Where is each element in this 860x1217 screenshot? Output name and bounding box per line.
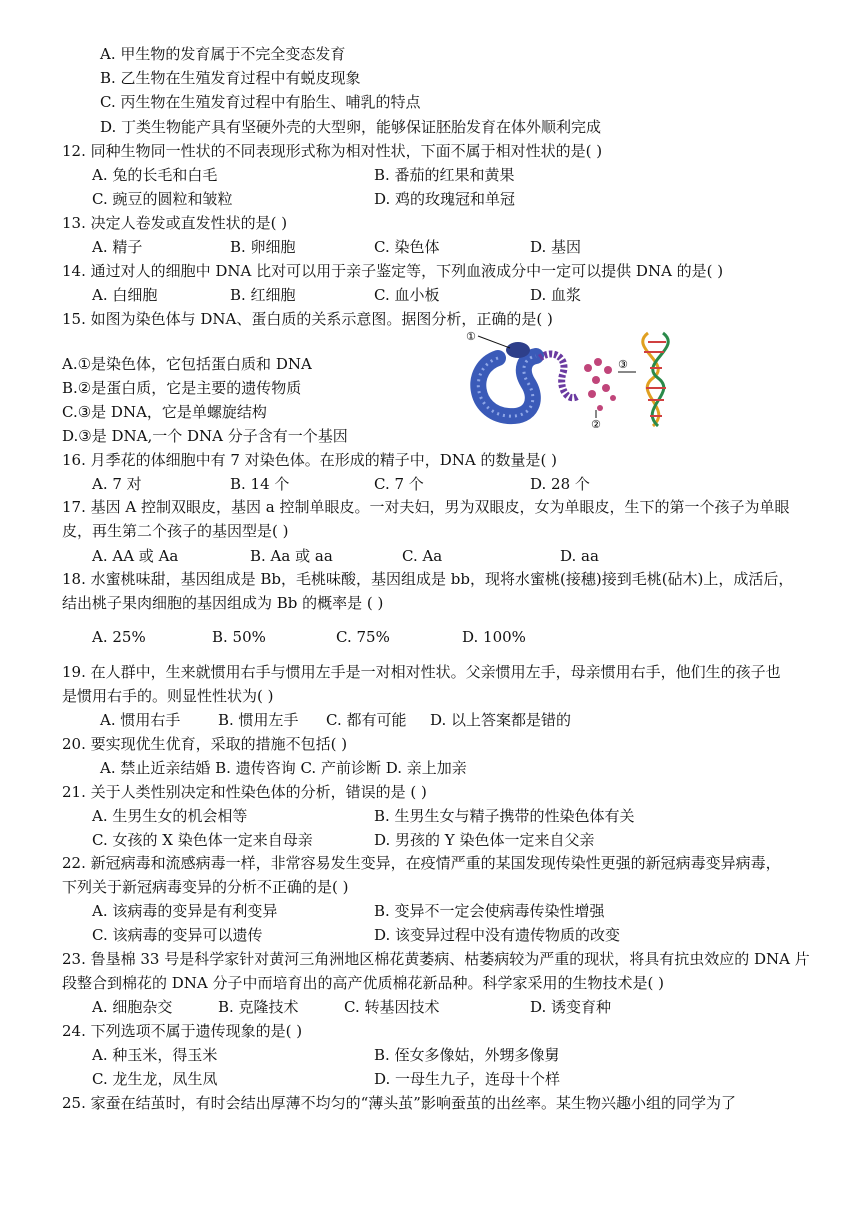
text-line: 16. 月季花的体细胞中有 7 对染色体。在形成的精子中，DNA 的数量是( ) bbox=[62, 451, 557, 469]
text-line: A. 兔的长毛和白毛 bbox=[92, 166, 218, 184]
text-line: A. 精子 bbox=[92, 238, 143, 256]
text-line: B. 生男生女与精子携带的性染色体有关 bbox=[374, 807, 635, 825]
text-line: D. 男孩的 Y 染色体一定来自父亲 bbox=[374, 831, 595, 849]
text-line: B. 50% bbox=[212, 628, 266, 646]
chromatin-coil bbox=[540, 354, 578, 398]
text-line: A. 生男生女的机会相等 bbox=[92, 807, 248, 825]
text-line: C. 7 个 bbox=[374, 475, 424, 493]
text-line: A. 甲生物的发育属于不完全变态发育 bbox=[100, 45, 346, 63]
text-line: 21. 关于人类性别决定和性染色体的分析，错误的是 ( ) bbox=[62, 783, 427, 801]
centromere-shape bbox=[506, 342, 530, 358]
text-line: B. 克隆技术 bbox=[218, 998, 299, 1016]
chromosome-dna-illustration bbox=[458, 328, 683, 428]
text-line: A. 细胞杂交 bbox=[92, 998, 173, 1016]
text-line: D. 该变异过程中没有遗传物质的改变 bbox=[374, 926, 621, 944]
text-line: 23. 鲁垦棉 33 号是科学家针对黄河三角洲地区棉花黄萎病、枯萎病较为严重的现状，将具有抗虫效应的 DNA 片 bbox=[62, 950, 810, 968]
text-line: 17. 基因 A 控制双眼皮，基因 a 控制单眼皮。一对夫妇，男为双眼皮，女为单眼皮，生下的第一个孩子为单眼 bbox=[62, 498, 790, 516]
text-line: C. 丙生物在生殖发育过程中有胎生、哺乳的特点 bbox=[100, 93, 421, 111]
text-line: D. 丁类生物能产具有坚硬外壳的大型卵，能够保证胚胎发育在体外顺利完成 bbox=[100, 118, 602, 136]
text-line: 13. 决定人卷发或直发性状的是( ) bbox=[62, 214, 288, 232]
label-3: ③ bbox=[618, 358, 628, 371]
text-line: B. 14 个 bbox=[230, 475, 290, 493]
text-line: 18. 水蜜桃味甜，基因组成是 Bb，毛桃味酸，基因组成是 bb，现将水蜜桃(接穗)接到毛桃(砧木)上，成活后， bbox=[62, 570, 794, 588]
text-line: A. 该病毒的变异是有利变异 bbox=[92, 902, 278, 920]
text-line: C. 都有可能 bbox=[326, 711, 407, 729]
text-line: 是惯用右手的。则显性性状为( ) bbox=[62, 687, 274, 705]
text-line: A.①是染色体，它包括蛋白质和 DNA bbox=[62, 355, 312, 373]
text-line: C. 染色体 bbox=[374, 238, 440, 256]
text-line: C. Aa bbox=[402, 547, 443, 565]
text-line: B. 乙生物在生殖发育过程中有蜕皮现象 bbox=[100, 69, 361, 87]
text-line: C. 豌豆的圆粒和皱粒 bbox=[92, 190, 233, 208]
text-line: D. 鸡的玫瑰冠和单冠 bbox=[374, 190, 516, 208]
text-line: 24. 下列选项不属于遗传现象的是( ) bbox=[62, 1022, 303, 1040]
text-line: C. 转基因技术 bbox=[344, 998, 440, 1016]
text-line: D.③是 DNA,一个 DNA 分子含有一个基因 bbox=[62, 427, 348, 445]
text-line: 19. 在人群中，生来就惯用右手与惯用左手是一对相对性状。父亲惯用左手，母亲惯用右手，他们生的孩子也 bbox=[62, 663, 781, 681]
text-line: 下列关于新冠病毒变异的分析不正确的是( ) bbox=[62, 878, 349, 896]
text-line: 25. 家蚕在结茧时，有时会结出厚薄不均匀的“薄头茧”影响蚕茧的出丝率。某生物兴趣小组的同学为了 bbox=[62, 1094, 736, 1112]
text-line: 14. 通过对人的细胞中 DNA 比对可以用于亲子鉴定等，下列血液成分中一定可以提供 DNA 的是( ) bbox=[62, 262, 724, 280]
pointer-line-1 bbox=[478, 336, 510, 348]
text-line: D. 以上答案都是错的 bbox=[430, 711, 572, 729]
text-line: 皮，再生第二个孩子的基因型是( ) bbox=[62, 522, 289, 540]
text-line: B. 侄女多像姑，外甥多像舅 bbox=[374, 1046, 560, 1064]
label-1: ① bbox=[466, 330, 476, 343]
text-line: B. 卵细胞 bbox=[230, 238, 296, 256]
text-line: D. 100% bbox=[462, 628, 526, 646]
text-line: D. 基因 bbox=[530, 238, 582, 256]
text-line: A. 种玉米，得玉米 bbox=[92, 1046, 218, 1064]
text-line: D. 血浆 bbox=[530, 286, 582, 304]
text-line: 段整合到棉花的 DNA 分子中而培育出的高产优质棉花新品种。科学家采用的生物技术是( ) bbox=[62, 974, 664, 992]
text-line: A. 惯用右手 bbox=[100, 711, 181, 729]
text-line: 22. 新冠病毒和流感病毒一样，非常容易发生变异，在疫情严重的某国发现传染性更强的新冠病毒变异病毒， bbox=[62, 854, 781, 872]
text-line: A. 白细胞 bbox=[92, 286, 158, 304]
text-line: C. 女孩的 X 染色体一定来自母亲 bbox=[92, 831, 313, 849]
text-line: B. 红细胞 bbox=[230, 286, 296, 304]
text-line: C.③是 DNA，它是单螺旋结构 bbox=[62, 403, 267, 421]
text-line: C. 血小板 bbox=[374, 286, 440, 304]
text-line: C. 该病毒的变异可以遗传 bbox=[92, 926, 263, 944]
text-line: A. 禁止近亲结婚 B. 遗传咨询 C. 产前诊断 D. 亲上加亲 bbox=[100, 759, 467, 777]
text-line: 15. 如图为染色体与 DNA、蛋白质的关系示意图。据图分析，正确的是( ) bbox=[62, 310, 553, 328]
text-line: D. 一母生九子，连母十个样 bbox=[374, 1070, 561, 1088]
protein-beads bbox=[584, 358, 616, 411]
dna-strand-a bbox=[643, 333, 659, 426]
text-line: 20. 要实现优生优育，采取的措施不包括( ) bbox=[62, 735, 348, 753]
dna-strand-b bbox=[652, 333, 668, 426]
text-line: D. 诱变育种 bbox=[530, 998, 612, 1016]
text-line: C. 龙生龙，凤生凤 bbox=[92, 1070, 218, 1088]
text-line: D. 28 个 bbox=[530, 475, 590, 493]
text-line: A. 7 对 bbox=[92, 475, 142, 493]
text-line: A. 25% bbox=[92, 628, 146, 646]
text-line: D. aa bbox=[560, 547, 599, 565]
label-2: ② bbox=[591, 418, 601, 428]
text-line: B. 惯用左手 bbox=[218, 711, 299, 729]
text-line: 结出桃子果肉细胞的基因组成为 Bb 的概率是 ( ) bbox=[62, 594, 384, 612]
text-line: B. 番茄的红果和黄果 bbox=[374, 166, 515, 184]
text-line: 12. 同种生物同一性状的不同表现形式称为相对性状，下面不属于相对性状的是( ) bbox=[62, 142, 603, 160]
chromosome-dna-diagram bbox=[458, 328, 683, 428]
text-line: B.②是蛋白质，它是主要的遗传物质 bbox=[62, 379, 302, 397]
text-line: A. AA 或 Aa bbox=[92, 547, 179, 565]
text-line: B. 变异不一定会使病毒传染性增强 bbox=[374, 902, 605, 920]
text-line: C. 75% bbox=[336, 628, 390, 646]
text-line: B. Aa 或 aa bbox=[250, 547, 333, 565]
